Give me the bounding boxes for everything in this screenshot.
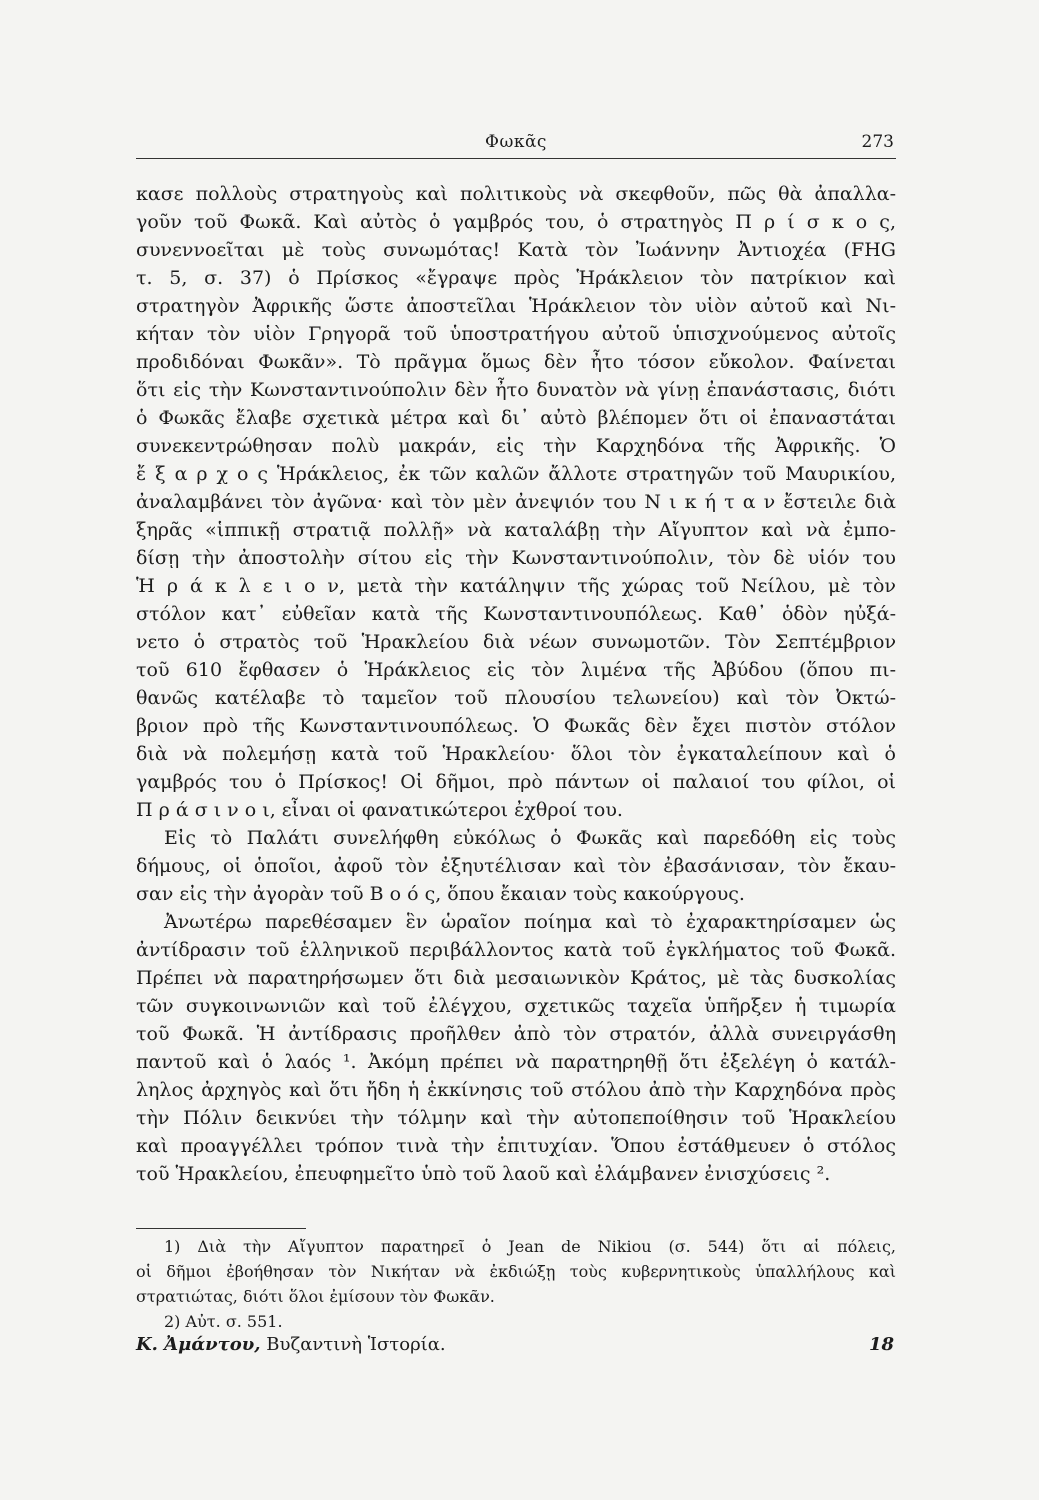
text-line: τῶν συγκοινωνιῶν καὶ τοῦ ἐλέγχου, σχετικῶς ταχεῖα ὑπῆρξεν ἡ τιμωρία bbox=[136, 995, 896, 1017]
text-line: καὶ προαγγέλλει τρόπον τινὰ τὴν ἐπιτυχίαν. Ὅπου ἐστάθμευεν ὁ στόλος bbox=[136, 1135, 896, 1157]
text-line: διὰ νὰ πολεμήσῃ κατὰ τοῦ Ἡρακλείου· ὅλοι τὸν ἐγκαταλείπουν καὶ ὁ bbox=[136, 743, 896, 765]
page-number: 273 bbox=[861, 132, 894, 152]
footnote-line: 2) Αὐτ. σ. 551. bbox=[164, 1312, 283, 1331]
text-line: παντοῦ καὶ ὁ λαός ¹. Ἀκόμη πρέπει νὰ παρατηρηθῇ ὅτι ἐξελέγη ὁ κατάλ- bbox=[136, 1051, 896, 1073]
text-line: δήμους, οἱ ὁποῖοι, ἀφοῦ τὸν ἐξηυτέλισαν καὶ τὸν ἐβασάνισαν, τὸν ἔκαυ- bbox=[136, 855, 896, 877]
text-line: τ. 5, σ. 37) ὁ Πρίσκος «ἔγραψε πρὸς Ἡράκλειον τὸν πατρίκιον καὶ bbox=[136, 267, 896, 289]
footnotes bbox=[136, 1234, 896, 1334]
text-line: ἔ ξ α ρ χ ο ς Ἡράκλειος, ἐκ τῶν καλῶν ἄλλοτε στρατηγῶν τοῦ Μαυρικίου, bbox=[136, 463, 896, 485]
text-line: ξηρᾶς «ἱππικῇ στρατιᾷ πολλῇ» νὰ καταλάβῃ τὴν Αἴγυπτον καὶ νὰ ἐμπο- bbox=[136, 519, 896, 541]
signature-work: Βυζαντινὴ Ἱστορία. bbox=[266, 1334, 446, 1355]
text-line: τοῦ Ἡρακλείου, ἐπευφημεῖτο ὑπὸ τοῦ λαοῦ καὶ ἐλάμβανεν ἐνισχύσεις ². bbox=[136, 1163, 831, 1185]
text-line: ληλος ἀρχηγὸς καὶ ὅτι ἤδη ἡ ἐκκίνησις τοῦ στόλου ἀπὸ τὴν Καρχηδόνα πρὸς bbox=[136, 1079, 896, 1101]
text-line: ὅτι εἰς τὴν Κωνσταντινούπολιν δὲν ἦτο δυνατὸν νὰ γίνῃ ἐπανάστασις, διότι bbox=[136, 379, 896, 401]
body-text bbox=[136, 180, 896, 1188]
text-line: Πρέπει νὰ παρατηρήσωμεν ὅτι διὰ μεσαιωνικὸν Κράτος, μὲ τὰς δυσκολίας bbox=[136, 967, 896, 989]
footnote-line: στρατιώτας, διότι ὅλοι ἐμίσουν τὸν Φωκᾶν. bbox=[136, 1287, 495, 1306]
text-line: κασε πολλοὺς στρατηγοὺς καὶ πολιτικοὺς νὰ σκεφθοῦν, πῶς θὰ ἀπαλλα- bbox=[136, 183, 896, 205]
running-header bbox=[136, 128, 896, 159]
signature-text bbox=[136, 1334, 446, 1355]
footnote-line: 1) Διὰ τὴν Αἴγυπτον παρατηρεῖ ὁ Jean de Nikiou (σ. 544) ὅτι αἱ πόλεις, bbox=[164, 1237, 896, 1256]
footnote-line: οἱ δῆμοι ἐβοήθησαν τὸν Νικήταν νὰ ἐκδιώξῃ τοὺς κυβερνητικοὺς ὑπαλλήλους καὶ bbox=[136, 1262, 896, 1281]
text-line: Εἰς τὸ Παλάτι συνελήφθη εὐκόλως ὁ Φωκᾶς καὶ παρεδόθη εἰς τοὺς bbox=[164, 827, 896, 849]
text-line: τοῦ 610 ἔφθασεν ὁ Ἡράκλειος εἰς τὸν λιμένα τῆς Ἀβύδου (ὅπου πι- bbox=[136, 659, 896, 681]
text-line: θανῶς κατέλαβε τὸ ταμεῖον τοῦ πλουσίου τελωνείου) καὶ τὸν Ὀκτώ- bbox=[136, 687, 896, 709]
text-line: προδιδόναι Φωκᾶν». Τὸ πρᾶγμα ὅμως δὲν ἦτο τόσον εὔκολον. Φαίνεται bbox=[136, 351, 896, 373]
text-line: ἀντίδρασιν τοῦ ἑλληνικοῦ περιβάλλοντος κατὰ τοῦ ἐγκλήματος τοῦ Φωκᾶ. bbox=[136, 939, 896, 961]
text-line: στόλον κατ᾽ εὐθεῖαν κατὰ τῆς Κωνσταντινουπόλεως. Καθ᾽ ὁδὸν ηὐξά- bbox=[136, 603, 896, 625]
footnote-divider bbox=[136, 1228, 306, 1229]
text-line: τὴν Πόλιν δεικνύει τὴν τόλμην καὶ τὴν αὐτοπεποίθησιν τοῦ Ἡρακλείου bbox=[136, 1107, 896, 1129]
text-line: συνεκεντρώθησαν πολὺ μακράν, εἰς τὴν Καρχηδόνα τῆς Ἀφρικῆς. Ὁ bbox=[136, 435, 896, 457]
text-line: βριον πρὸ τῆς Κωνσταντινουπόλεως. Ὁ Φωκᾶς δὲν ἔχει πιστὸν στόλον bbox=[136, 715, 896, 737]
text-line: τοῦ Φωκᾶ. Ἡ ἀντίδρασις προῆλθεν ἀπὸ τὸν στρατόν, ἀλλὰ συνειργάσθη bbox=[136, 1023, 896, 1045]
running-title: Φωκᾶς bbox=[485, 132, 547, 152]
text-line: νετο ὁ στρατὸς τοῦ Ἡρακλείου διὰ νέων συνωμοτῶν. Τὸν Σεπτέμβριον bbox=[136, 631, 896, 653]
text-line: στρατηγὸν Ἀφρικῆς ὥστε ἀποστεῖλαι Ἡράκλειον τὸν υἱὸν αὐτοῦ καὶ Νι- bbox=[136, 295, 896, 317]
text-line: Ἡ ρ ά κ λ ε ι ο ν, μετὰ τὴν κατάληψιν τῆς χώρας τοῦ Νείλου, μὲ τὸν bbox=[136, 575, 896, 597]
signature-author: Κ. Ἀμάντου, bbox=[136, 1334, 261, 1355]
printer-signature bbox=[136, 1334, 896, 1360]
text-line: σαν εἰς τὴν ἀγορὰν τοῦ Β ο ό ς, ὅπου ἔκαιαν τοὺς κακούργους. bbox=[136, 883, 745, 905]
text-line: δίσῃ τὴν ἀποστολὴν σίτου εἰς τὴν Κωνσταντινούπολιν, τὸν δὲ υἱόν του bbox=[136, 547, 896, 569]
text-line: Ἀνωτέρω παρεθέσαμεν ἓν ὡραῖον ποίημα καὶ τὸ ἐχαρακτηρίσαμεν ὡς bbox=[164, 911, 896, 933]
text-line: συνεννοεῖται μὲ τοὺς συνωμότας! Κατὰ τὸν Ἰωάννην Ἀντιοχέα (FHG bbox=[136, 239, 896, 261]
text-line: γοῦν τοῦ Φωκᾶ. Καὶ αὐτὸς ὁ γαμβρός του, ὁ στρατηγὸς Π ρ ί σ κ ο ς, bbox=[136, 211, 896, 233]
text-line: ἀναλαμβάνει τὸν ἀγῶνα· καὶ τὸν μὲν ἀνεψιόν του Ν ι κ ή τ α ν ἔστειλε διὰ bbox=[136, 491, 896, 513]
text-line: κήταν τὸν υἱὸν Γρηγορᾶ τοῦ ὑποστρατήγου αὐτοῦ ὑπισχνούμενος αὐτοῖς bbox=[136, 323, 896, 345]
text-line: γαμβρός του ὁ Πρίσκος! Οἱ δῆμοι, πρὸ πάντων οἱ παλαιοί του φίλοι, οἱ bbox=[136, 771, 896, 793]
sheet-number: 18 bbox=[868, 1334, 894, 1355]
text-line: Π ρ ά σ ι ν ο ι, εἶναι οἱ φανατικώτεροι ἐχθροί του. bbox=[136, 799, 623, 821]
text-line: ὁ Φωκᾶς ἔλαβε σχετικὰ μέτρα καὶ δι᾽ αὐτὸ βλέπομεν ὅτι οἱ ἐπαναστάται bbox=[136, 407, 896, 429]
